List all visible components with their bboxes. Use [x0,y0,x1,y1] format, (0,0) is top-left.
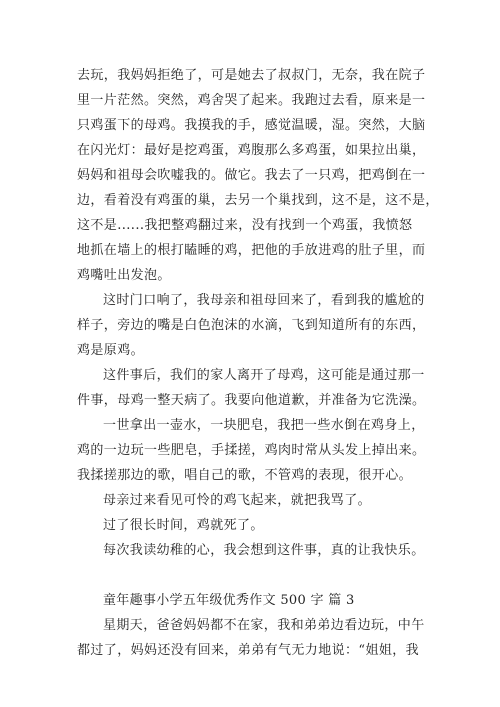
text-line: 一世拿出一壶水，一块肥皂，我把一些水倒在鸡身上， [103,418,425,433]
text-line: 只鸡蛋下的母鸡。我摸我的手，感觉温暖，湿。突然，大脑 [77,118,426,133]
text-line: 妈妈和祖母会吹嘘我的。做它。我去了一只鸡，把鸡倒在一 [77,168,426,183]
text-line: 母亲过来看见可怜的鸡飞起来，就把我骂了。 [103,493,372,508]
section-heading: 童年趣事小学五年级优秀作文 500 字 篇 3 [103,593,355,608]
text-line: 边，看着没有鸡蛋的巢，去另一个巢找到，这不是，这不是， [77,193,439,208]
text-line: 件事，母鸡一整天病了。我要向他道歉，并准备为它洗澡。 [77,393,426,408]
text-line: 我揉搓那边的歌，唱自己的歌，不管鸡的表现，很开心。 [77,468,413,483]
text-line: 鸡是原鸡。 [77,343,145,358]
text-line: 去玩，我妈妈拒绝了，可是她去了叔叔门，无奈，我在院子 [77,68,426,83]
text-line: 样子，旁边的嘴是白色泡沫的水滴，飞到知道所有的东西， [77,318,426,333]
text-line: 过了很长时间，鸡就死了。 [103,518,264,533]
text-line: 地抓在墙上的根打瞌睡的鸡，把他的手放进鸡的肚子里，而 [77,243,426,258]
text-line: 鸡的一边玩一些肥皂，手揉搓，鸡肉时常从头发上掉出来。 [77,443,426,458]
text-line: 里一片茫然。突然，鸡舍哭了起来。我跑过去看，原来是一 [77,93,426,108]
text-line: 都过了，妈妈还没有回来，弟弟有气无力地说：“姐姐，我 [77,643,420,658]
text-line: 在闪光灯：最好是挖鸡蛋，鸡腹那么多鸡蛋，如果拉出巢， [77,143,426,158]
text-line: 这时门口响了，我母亲和祖母回来了，看到我的尴尬的 [103,293,425,308]
text-line: 星期天，爸爸妈妈都不在家，我和弟弟边看边玩，中午 [103,618,425,633]
text-line: 鸡嘴吐出发泡。 [77,268,171,283]
text-line: 这不是......我把整鸡翻过来，没有找到一个鸡蛋，我愤怒 [77,218,413,233]
text-line: 这件事后，我们的家人离开了母鸡，这可能是通过那一 [103,368,425,383]
text-line: 每次我读幼稚的心，我会想到这件事，真的让我快乐。 [103,543,425,558]
